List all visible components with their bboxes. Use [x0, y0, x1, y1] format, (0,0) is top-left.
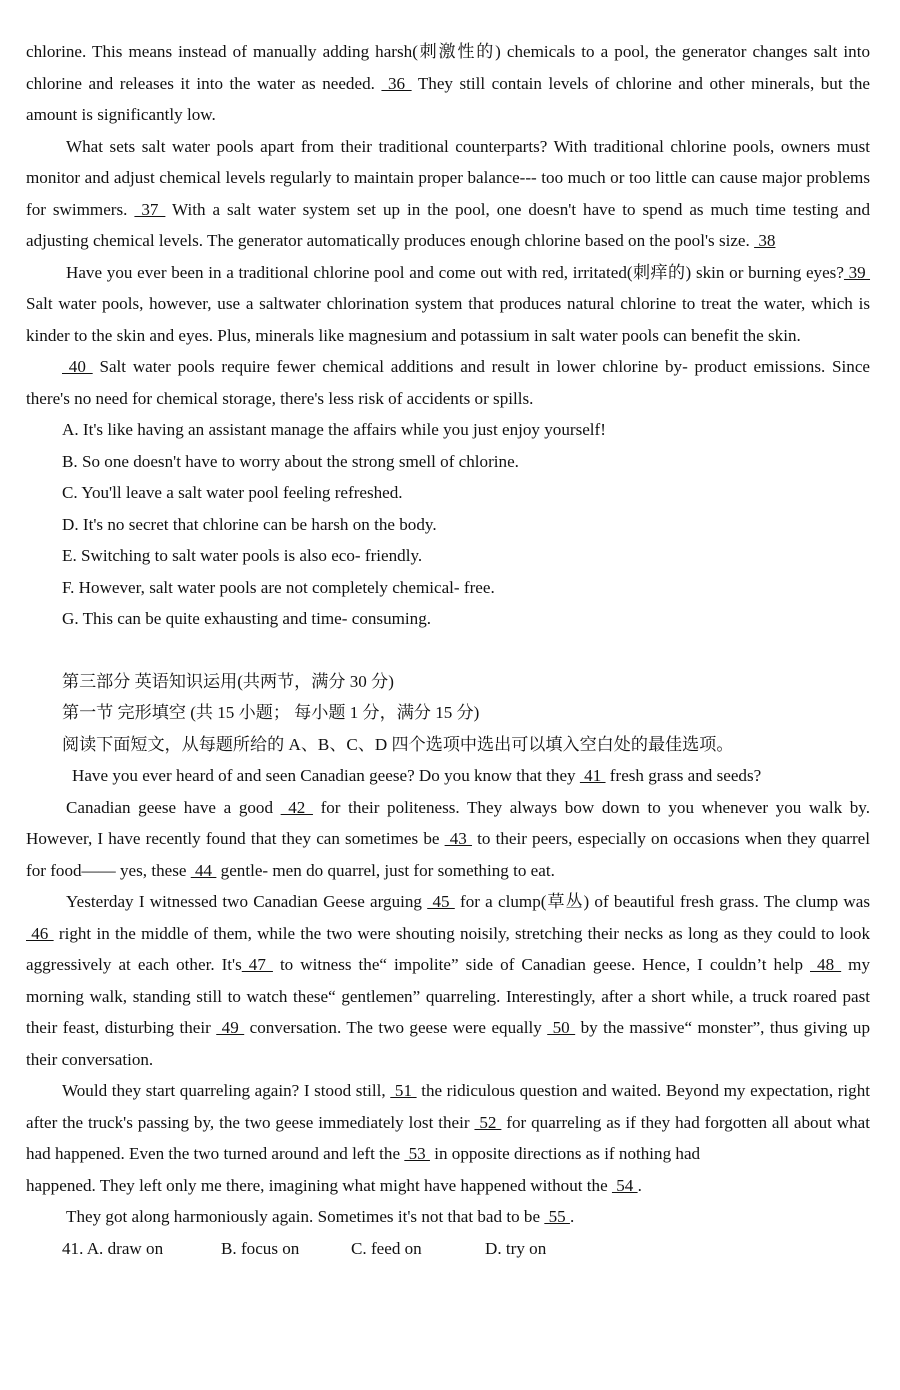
text: my morning walk, standing still to watch these“ gentlemen” quarreling. Interestingly, after a short while, a truck roared past their feast, disturbing their — [26, 955, 871, 1037]
text: for quarreling as if they had forgotten all about what had happened. Even the two turned around and left the — [26, 1112, 871, 1163]
blank-43[interactable]: 43 — [444, 829, 472, 848]
blank-39[interactable]: 39 — [843, 262, 871, 282]
text: conversation. The two geese were equally — [244, 1018, 548, 1037]
text: . — [569, 1207, 575, 1226]
text: to witness the“ impolite” side of Canadian geese. Hence, I couldn’t help — [272, 955, 811, 974]
text: With a salt water system set up in the pool, one doesn't have to spend as much time testing and adjusting chemical levels. The generator automatically produces enough chlorine based on the pool's size. — [26, 199, 870, 250]
option-b: B. So one doesn't have to worry about the strong smell of chlorine. — [62, 451, 519, 471]
cloze-paragraph — [26, 1075, 870, 1170]
answer-41-a[interactable]: 41. A. draw on — [62, 1238, 164, 1258]
option-g: G. This can be quite exhausting and time- consuming. — [62, 609, 432, 628]
exam-page — [26, 36, 870, 1264]
answer-41-c[interactable]: C. feed on — [351, 1238, 422, 1258]
blank-37[interactable]: 37 — [134, 199, 166, 219]
text: by the massive“ monster”, thus giving up their conversation. — [26, 1018, 870, 1069]
blank-50[interactable]: 50 — [547, 1018, 576, 1037]
text: They still contain levels of chlorine and other minerals, but the amount is significantly low. — [26, 73, 871, 124]
cloze-paragraph — [26, 1201, 870, 1233]
text: the ridiculous question and waited. Beyond my expectation, right after the truck's passing by, the two geese immediately lost their — [26, 1081, 871, 1132]
passage-paragraph — [26, 36, 870, 131]
blank-38[interactable]: 38 — [754, 231, 776, 250]
option-f: F. However, salt water pools are not completely chemical- free. — [62, 577, 495, 597]
blank-40[interactable]: 40 — [62, 357, 93, 376]
option-a: A. It's like having an assistant manage the affairs while you just enjoy yourself! — [62, 420, 606, 439]
text: in opposite directions as if nothing had — [429, 1144, 701, 1163]
passage-paragraph — [26, 257, 870, 352]
text: Yesterday I witnessed two Canadian Geese arguing — [66, 892, 428, 911]
option-e: E. Switching to salt water pools is also eco- friendly. — [62, 546, 423, 565]
blank-45[interactable]: 45 — [427, 892, 455, 911]
text: to their peers, especially on occasions when they quarrel for food—— yes, these — [26, 829, 871, 880]
text: Canadian geese have a good — [66, 797, 281, 817]
passage-paragraph — [26, 351, 870, 414]
text: They got along harmoniously again. Sometimes it's not that bad to be — [66, 1207, 545, 1226]
cloze-paragraph — [26, 760, 870, 792]
blank-36[interactable]: 36 — [381, 73, 412, 93]
text: What sets salt water pools apart from their traditional counterparts? With traditional chlorine pools, owners must monitor and adjust chemical levels regularly to maintain proper balance--- too much or too little can cause major problems for swimmers. — [26, 136, 870, 219]
blank-51[interactable]: 51 — [390, 1081, 417, 1100]
option-c: C. You'll leave a salt water pool feeling refreshed. — [62, 483, 403, 502]
blank-49[interactable]: 49 — [216, 1018, 245, 1037]
text: chlorine. This means instead of manually adding harsh(刺激性的) chemicals to a pool, the generator changes salt into chlorine and releases it into the water as needed. — [26, 42, 870, 93]
cloze-paragraph — [26, 792, 870, 887]
text: fresh grass and seeds? — [605, 766, 762, 785]
blank-55[interactable]: 55 — [544, 1207, 570, 1226]
passage-paragraph — [26, 131, 870, 257]
subsection-heading: 第一节 完形填空 (共 15 小题； 每小题 1 分，满分 15 分) — [62, 703, 480, 722]
cloze-paragraph — [26, 1170, 870, 1202]
answer-41-d[interactable]: D. try on — [485, 1238, 547, 1258]
text: gentle- men do quarrel, just for something to eat. — [216, 860, 555, 880]
answer-row-41 — [26, 1233, 870, 1265]
blank-53[interactable]: 53 — [404, 1144, 430, 1163]
blank-41[interactable]: 41 — [579, 766, 606, 785]
blank-47[interactable]: 47 — [241, 955, 273, 974]
answer-41-b[interactable]: B. focus on — [221, 1238, 300, 1258]
section-heading: 第三部分 英语知识运用(共两节，满分 30 分) — [62, 671, 394, 691]
blank-42[interactable]: 42 — [280, 797, 313, 817]
text: Salt water pools require fewer chemical additions and result in lower chlorine by- product emissions. Since there's no need for chemical storage, there's less risk of accidents or spills. — [26, 357, 871, 408]
blank-52[interactable]: 52 — [474, 1112, 502, 1132]
text: right in the middle of them, while the two were shouting noisily, stretching their necks as long as they could to look aggressively at each other. It's — [26, 923, 870, 974]
option-d: D. It's no secret that chlorine can be harsh on the body. — [62, 514, 437, 534]
blank-44[interactable]: 44 — [190, 860, 217, 880]
text: for a clump(草丛) of beautiful fresh grass. The clump was — [454, 892, 870, 911]
text: for their politeness. They always bow down to you whenever you walk by. However, I have recently found that they can sometimes be — [26, 797, 871, 848]
text: Have you ever heard of and seen Canadian geese? Do you know that they — [72, 766, 580, 785]
text: Salt water pools, however, use a saltwater chlorination system that produces natural chlorine to treat the water, which is kinder to the skin and eyes. Plus, minerals like magnesium and potassium in salt water pools can benefit the skin. — [26, 294, 870, 345]
blank-48[interactable]: 48 — [810, 955, 842, 974]
text: Would they start quarreling again? I stood still, — [62, 1081, 391, 1100]
cloze-paragraph — [26, 886, 870, 1075]
instructions: 阅读下面短文，从每题所给的 A、B、C、D 四个选项中选出可以填入空白处的最佳选项。 — [62, 734, 734, 754]
text: happened. They left only me there, imagining what might have happened without the — [26, 1175, 612, 1195]
blank-46[interactable]: 46 — [26, 923, 54, 943]
blank-54[interactable]: 54 — [611, 1175, 638, 1195]
text: Have you ever been in a traditional chlorine pool and come out with red, irritated(刺痒的) skin or burning eyes? — [66, 262, 844, 282]
text: . — [637, 1175, 642, 1195]
